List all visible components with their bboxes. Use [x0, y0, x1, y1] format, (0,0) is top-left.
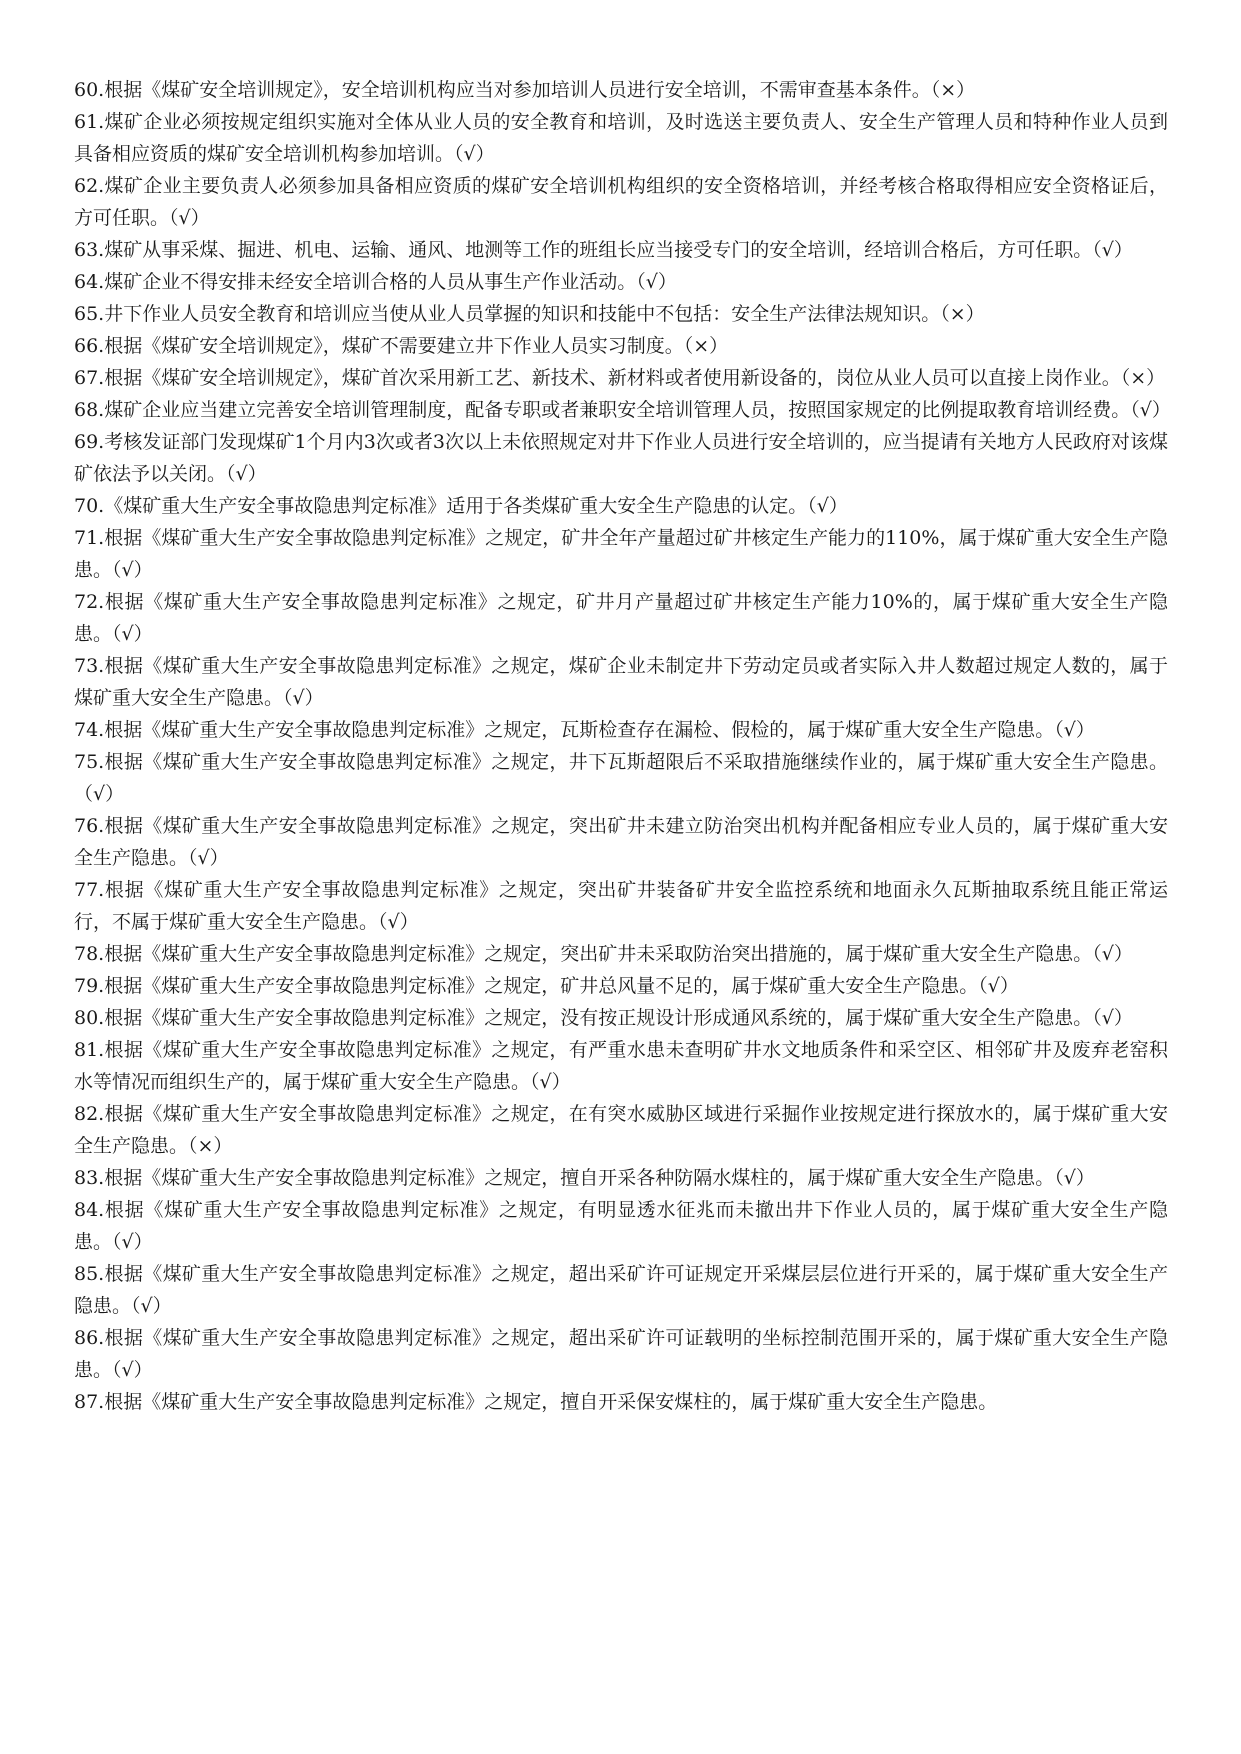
question-66: 66.根据《煤矿安全培训规定》，煤矿不需要建立井下作业人员实习制度。（×）	[74, 335, 729, 357]
question-72: 72.根据《煤矿重大生产安全事故隐患判定标准》之规定，矿井月产量超过矿井核定生产能力10%的，属于煤矿重大安全生产隐患。（√）	[74, 591, 1168, 645]
question-87: 87.根据《煤矿重大生产安全事故隐患判定标准》之规定，擅自开采保安煤柱的，属于煤矿重大安全生产隐患。	[74, 1391, 998, 1413]
question-62: 62.煤矿企业主要负责人必须参加具备相应资质的煤矿安全培训机构组织的安全资格培训，并经考核合格取得相应安全资格证后，方可任职。（√）	[74, 175, 1168, 229]
question-68: 68.煤矿企业应当建立完善安全培训管理制度，配备专职或者兼职安全培训管理人员，按照国家规定的比例提取教育培训经费。（√）	[74, 399, 1171, 421]
question-83: 83.根据《煤矿重大生产安全事故隐患判定标准》之规定，擅自开采各种防隔水煤柱的，属于煤矿重大安全生产隐患。（√）	[74, 1167, 1095, 1189]
question-73: 73.根据《煤矿重大生产安全事故隐患判定标准》之规定，煤矿企业未制定井下劳动定员或者实际入井人数超过规定人数的，属于煤矿重大安全生产隐患。（√）	[74, 655, 1168, 709]
question-84: 84.根据《煤矿重大生产安全事故隐患判定标准》之规定，有明显透水征兆而未撤出井下作业人员的，属于煤矿重大安全生产隐患。（√）	[74, 1199, 1168, 1253]
question-80: 80.根据《煤矿重大生产安全事故隐患判定标准》之规定，没有按正规设计形成通风系统的，属于煤矿重大安全生产隐患。（√）	[74, 1007, 1133, 1029]
question-63: 63.煤矿从事采煤、掘进、机电、运输、通风、地测等工作的班组长应当接受专门的安全培训，经培训合格后，方可任职。（√）	[74, 239, 1133, 261]
question-61: 61.煤矿企业必须按规定组织实施对全体从业人员的安全教育和培训，及时选送主要负责人、安全生产管理人员和特种作业人员到具备相应资质的煤矿安全培训机构参加培训。（√）	[74, 111, 1168, 165]
question-79: 79.根据《煤矿重大生产安全事故隐患判定标准》之规定，矿井总风量不足的，属于煤矿重大安全生产隐患。（√）	[74, 975, 1019, 997]
question-78: 78.根据《煤矿重大生产安全事故隐患判定标准》之规定，突出矿井未采取防治突出措施的，属于煤矿重大安全生产隐患。（√）	[74, 943, 1133, 965]
question-69: 69.考核发证部门发现煤矿1个月内3次或者3次以上未依照规定对井下作业人员进行安全培训的，应当提请有关地方人民政府对该煤矿依法予以关闭。（√）	[74, 431, 1168, 485]
question-81: 81.根据《煤矿重大生产安全事故隐患判定标准》之规定，有严重水患未查明矿井水文地质条件和采空区、相邻矿井及废弃老窑积水等情况而组织生产的，属于煤矿重大安全生产隐患。（√）	[74, 1039, 1168, 1093]
question-82: 82.根据《煤矿重大生产安全事故隐患判定标准》之规定，在有突水威胁区域进行采掘作业按规定进行探放水的，属于煤矿重大安全生产隐患。（×）	[74, 1103, 1168, 1157]
question-60: 60.根据《煤矿安全培训规定》，安全培训机构应当对参加培训人员进行安全培训，不需审查基本条件。（×）	[74, 79, 976, 101]
question-65: 65.井下作业人员安全教育和培训应当使从业人员掌握的知识和技能中不包括：安全生产法律法规知识。（×）	[74, 303, 985, 325]
question-67: 67.根据《煤矿安全培训规定》，煤矿首次采用新工艺、新技术、新材料或者使用新设备的，岗位从业人员可以直接上岗作业。（×）	[74, 367, 1166, 389]
question-86: 86.根据《煤矿重大生产安全事故隐患判定标准》之规定，超出采矿许可证载明的坐标控制范围开采的，属于煤矿重大安全生产隐患。（√）	[74, 1327, 1168, 1381]
question-71: 71.根据《煤矿重大生产安全事故隐患判定标准》之规定，矿井全年产量超过矿井核定生产能力的110%，属于煤矿重大安全生产隐患。（√）	[74, 527, 1168, 581]
question-75: 75.根据《煤矿重大生产安全事故隐患判定标准》之规定，井下瓦斯超限后不采取措施继续作业的，属于煤矿重大安全生产隐患。（√）	[74, 751, 1168, 805]
question-74: 74.根据《煤矿重大生产安全事故隐患判定标准》之规定，瓦斯检查存在漏检、假检的，属于煤矿重大安全生产隐患。（√）	[74, 719, 1095, 741]
question-76: 76.根据《煤矿重大生产安全事故隐患判定标准》之规定，突出矿井未建立防治突出机构并配备相应专业人员的，属于煤矿重大安全生产隐患。（√）	[74, 815, 1168, 869]
question-70: 70.《煤矿重大生产安全事故隐患判定标准》适用于各类煤矿重大安全生产隐患的认定。（√）	[74, 495, 848, 517]
document-page	[74, 74, 1171, 1418]
question-85: 85.根据《煤矿重大生产安全事故隐患判定标准》之规定，超出采矿许可证规定开采煤层层位进行开采的，属于煤矿重大安全生产隐患。（√）	[74, 1263, 1168, 1317]
question-64: 64.煤矿企业不得安排未经安全培训合格的人员从事生产作业活动。（√）	[74, 271, 677, 293]
question-77: 77.根据《煤矿重大生产安全事故隐患判定标准》之规定，突出矿井装备矿井安全监控系统和地面永久瓦斯抽取系统且能正常运行，不属于煤矿重大安全生产隐患。（√）	[74, 879, 1168, 933]
